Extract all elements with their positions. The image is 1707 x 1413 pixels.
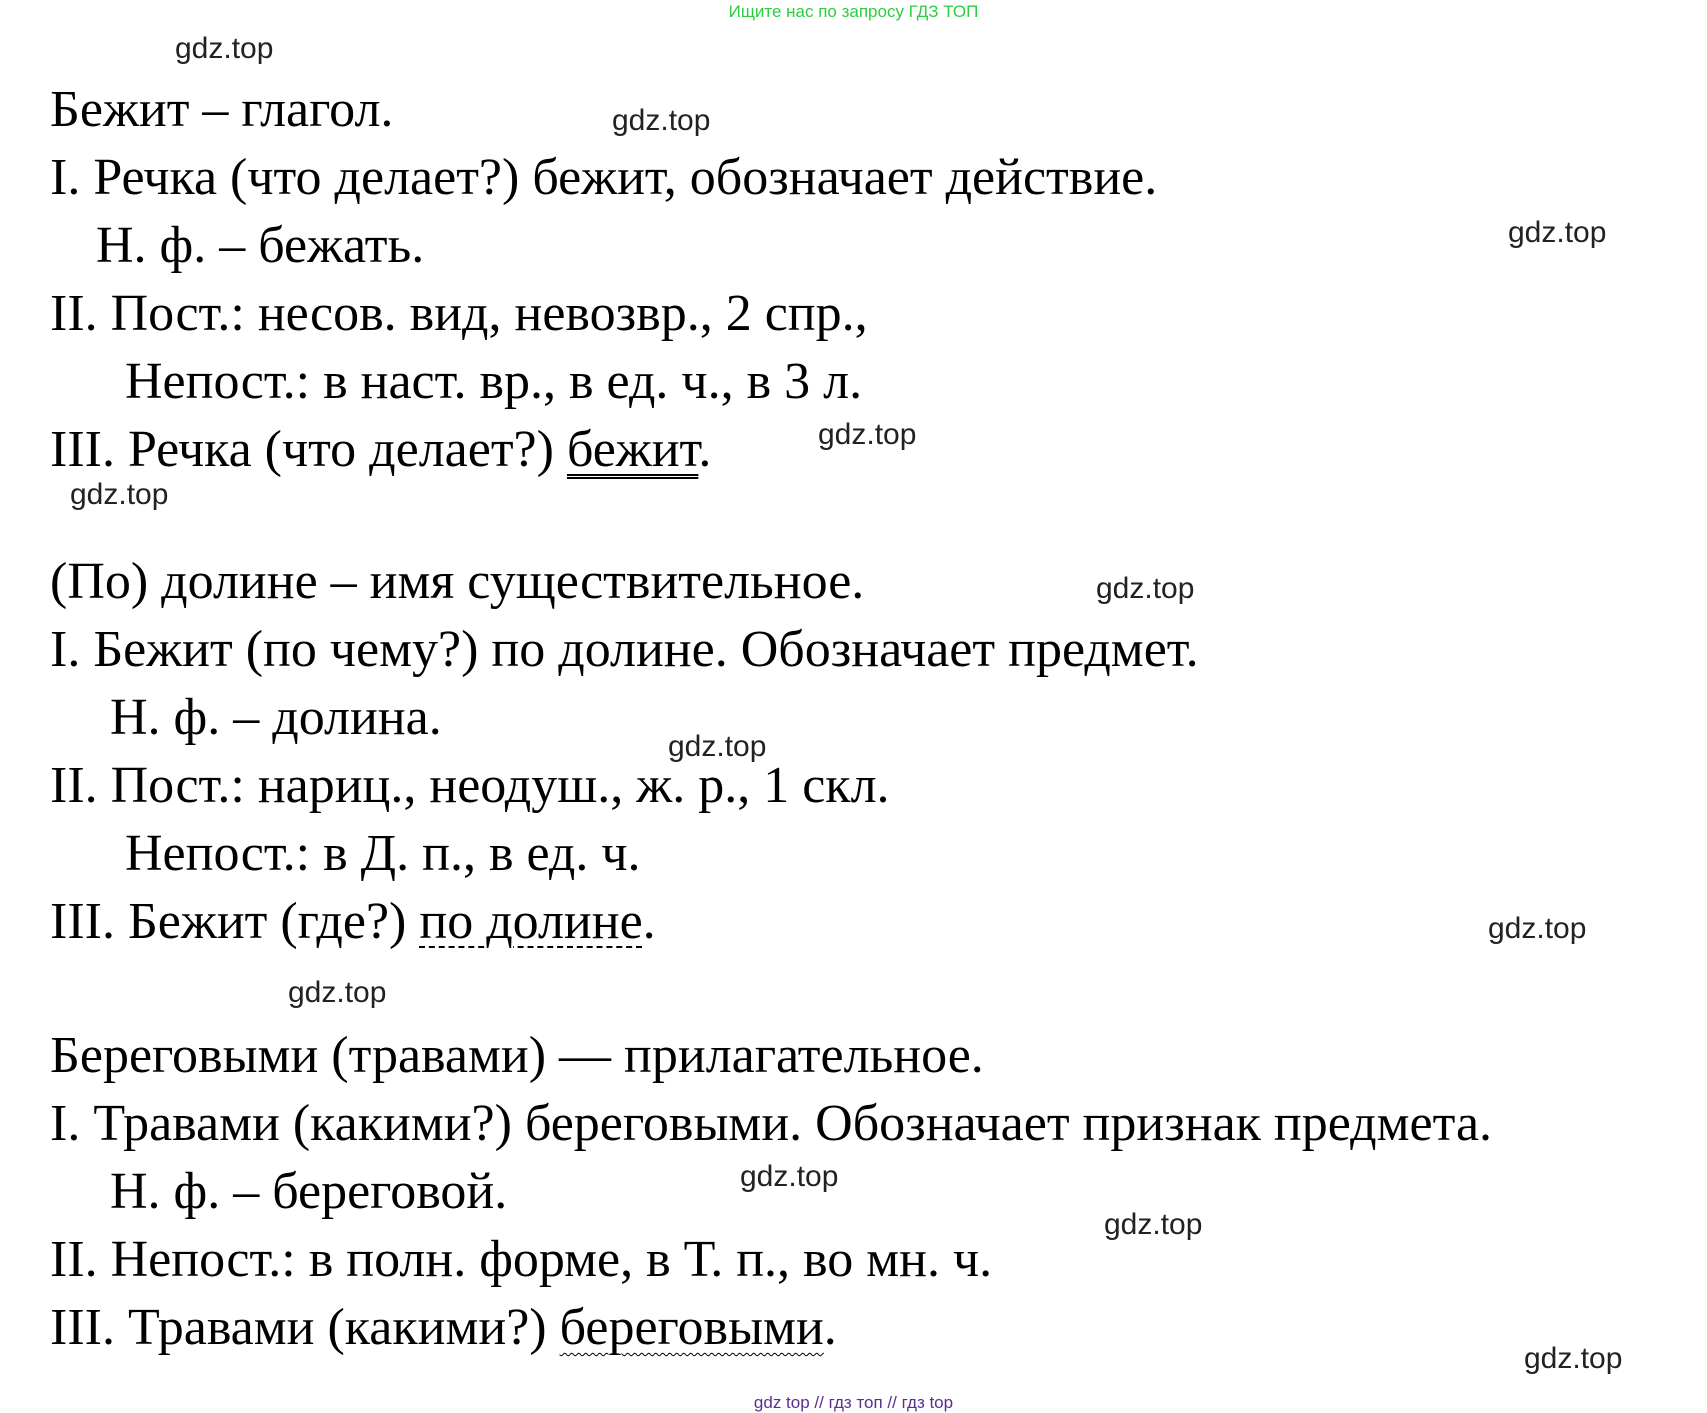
section2-line5 [50, 893, 656, 950]
watermark: gdz.top [740, 1160, 839, 1193]
watermark: gdz.top [1508, 216, 1607, 249]
watermark: gdz.top [668, 730, 767, 763]
section1-line5-prefix: III. Речка (что делает?) [50, 421, 567, 478]
section3-line4 [50, 1299, 837, 1356]
section3-line4-period: . [823, 1299, 837, 1356]
section3-line4-prefix: III. Травами (какими?) [50, 1299, 560, 1356]
predicate-underlined: бежит [566, 421, 699, 478]
footer-links: gdz top // гдз топ // гдз top [753, 1393, 954, 1412]
section2-line2: Н. ф. – долина. [110, 689, 442, 746]
watermark: gdz.top [1488, 912, 1587, 945]
attribute-underlined: береговыми [559, 1299, 824, 1356]
section1-title: Бежит – глагол. [50, 81, 394, 138]
watermark: gdz.top [288, 976, 387, 1009]
section3-title: Береговыми (травами) — прилагательное. [50, 1027, 984, 1084]
watermark: gdz.top [612, 104, 711, 137]
section2-line3: II. Пост.: нариц., неодуш., ж. р., 1 скл. [50, 757, 890, 814]
watermark: gdz.top [1096, 572, 1195, 605]
watermark: gdz.top [70, 478, 169, 511]
section1-line1: I. Речка (что делает?) бежит, обозначает действие. [50, 149, 1158, 206]
section2-line1: I. Бежит (по чему?) по долине. Обозначает предмет. [50, 621, 1199, 678]
section3-line1: I. Травами (какими?) береговыми. Обозначает признак предмета. [50, 1095, 1493, 1152]
section1-line5 [50, 421, 712, 478]
section1-line5-period: . [698, 421, 712, 478]
section3-line2: Н. ф. – береговой. [110, 1163, 508, 1220]
section2-line5-prefix: III. Бежит (где?) [50, 893, 420, 950]
watermark: gdz.top [175, 32, 274, 65]
section3-line3: II. Непост.: в полн. форме, в Т. п., во мн. ч. [50, 1231, 993, 1288]
section1-line4: Непост.: в наст. вр., в ед. ч., в 3 л. [125, 353, 863, 410]
section2-line4: Непост.: в Д. п., в ед. ч. [125, 825, 641, 882]
section2-line5-period: . [642, 893, 656, 950]
adverbial-underlined: по долине [419, 893, 643, 950]
section2-title: (По) долине – имя существительное. [50, 553, 865, 610]
watermark: gdz.top [818, 418, 917, 451]
section1-line2: Н. ф. – бежать. [96, 217, 425, 274]
watermark: gdz.top [1104, 1208, 1203, 1241]
watermark: gdz.top [1524, 1342, 1623, 1375]
section1-line3: II. Пост.: несов. вид, невозвр., 2 спр., [50, 285, 868, 342]
header-banner: Ищите нас по запросу ГДЗ ТОП [728, 2, 979, 21]
